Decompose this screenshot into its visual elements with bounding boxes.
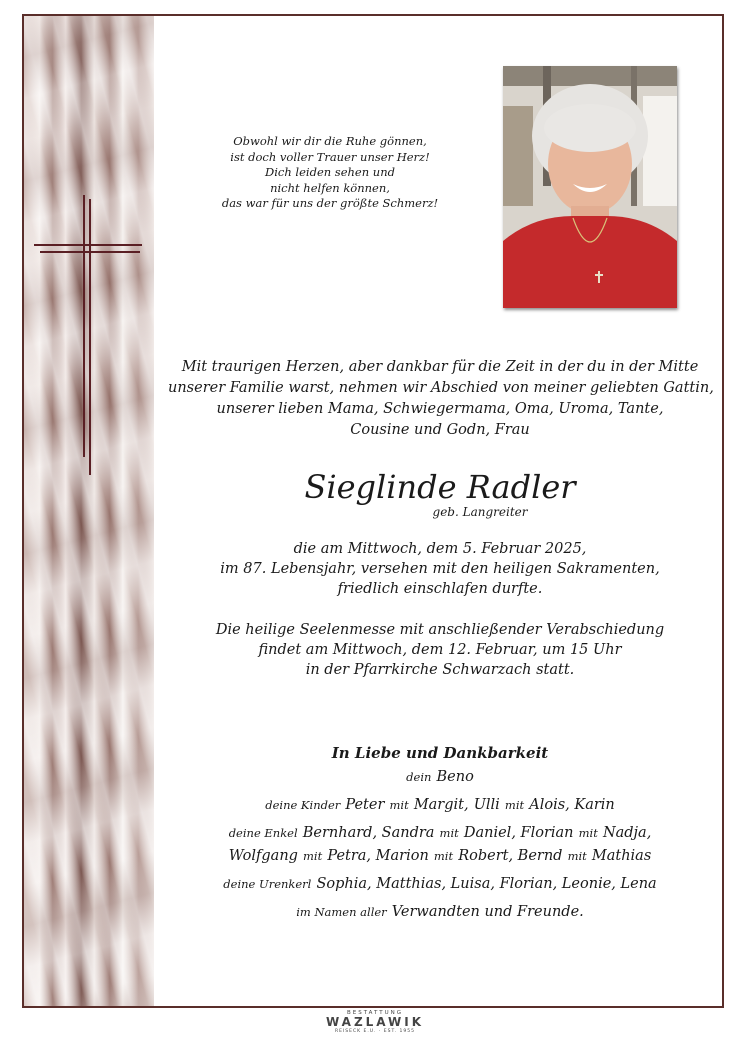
mass-line: in der Pfarrkirche Schwarzach statt. — [305, 662, 575, 678]
logo-main: WAZLAWIK — [325, 1015, 425, 1029]
funeral-home-logo — [300, 1010, 450, 1034]
greatgrandchildren-line: deine Urenkerl Sophia, Matthias, Luisa, Florian, Leonie, Lena — [223, 876, 657, 892]
intro-line: unserer lieben Mama, Schwiegermama, Oma, Uroma, Tante, — [216, 401, 664, 417]
verse-line: nicht helfen können, — [270, 180, 390, 195]
verse-line: Obwohl wir dir die Ruhe gönnen, — [233, 134, 427, 148]
deceased-name: Sieglinde Radler — [304, 468, 576, 506]
verse-line: ist doch voller Trauer unser Herz! — [230, 149, 430, 164]
maiden-name — [168, 504, 712, 520]
intro-line: Cousine und Godn, Frau — [350, 422, 530, 438]
intro-line: Mit traurigen Herzen, aber dankbar für die Zeit in der du in der Mitte — [181, 359, 699, 375]
marble-sidebar — [24, 16, 154, 1006]
memorial-verse — [210, 134, 450, 212]
closing-line: im Namen aller Verwandten und Freunde. — [296, 904, 584, 920]
funeral-mass-info — [168, 620, 712, 680]
mourners-heading: In Liebe und Dankbarkeit — [331, 744, 549, 762]
death-notice — [168, 539, 712, 599]
maiden-name-text: geb. Langreiter — [432, 505, 528, 519]
verse-line: das war für uns der größte Schmerz! — [221, 196, 439, 210]
verse-line: Dich leiden sehen und — [265, 165, 395, 179]
mass-line: findet am Mittwoch, dem 12. Februar, um 15 Uhr — [258, 642, 622, 658]
children-line: deine Kinder Peter mit Margit, Ulli mit Alois, Karin — [265, 797, 615, 813]
logo-top: BESTATTUNG — [346, 1010, 404, 1016]
intro-line: unserer Familie warst, nehmen wir Abschied von meiner geliebten Gattin, — [168, 380, 714, 396]
death-line: im 87. Lebensjahr, versehen mit den heiligen Sakramenten, — [220, 561, 660, 577]
death-line: friedlich einschlafen durfte. — [337, 581, 543, 597]
mass-line: Die heilige Seelenmesse mit anschließender Verabschiedung — [215, 622, 665, 638]
grandchildren-line: Wolfgang mit Petra, Marion mit Robert, Bernd mit Mathias — [228, 848, 652, 864]
mourners-list — [168, 743, 712, 923]
cross-icon — [34, 195, 146, 475]
grandchildren-line: deine Enkel Bernhard, Sandra mit Daniel, Florian mit Nadja, — [228, 825, 652, 841]
death-line: die am Mittwoch, dem 5. Februar 2025, — [293, 541, 587, 557]
logo-bottom: REISECK E.U. · EST. 1955 — [334, 1029, 416, 1034]
portrait-photo — [503, 66, 677, 308]
spouse-line: dein Beno — [406, 769, 474, 785]
intro-text — [168, 357, 712, 441]
portrait-image — [503, 66, 677, 308]
